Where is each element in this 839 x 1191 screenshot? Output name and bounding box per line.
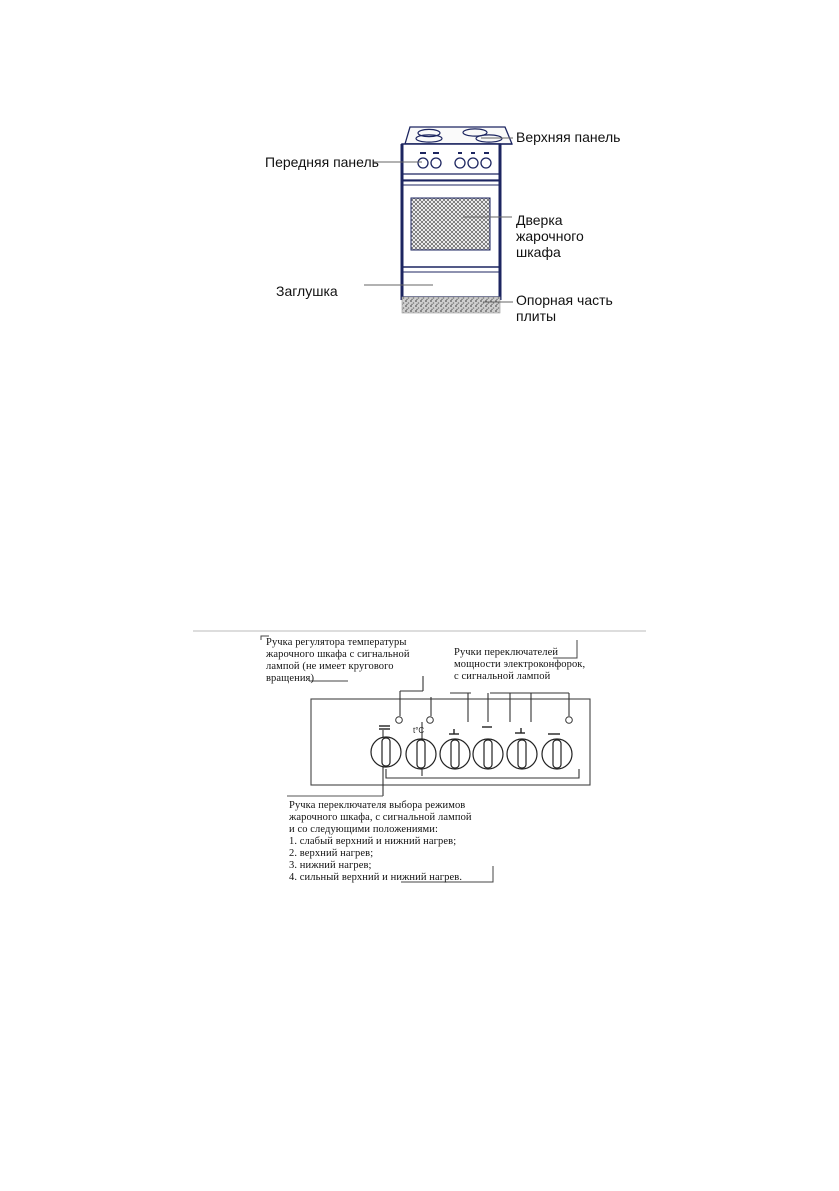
label-thermostat-knob: Ручка регулятора температуры жарочного шкафа с сигнальной лампой (не имеет кругового вращения) [266,637,410,684]
stove-support [402,297,500,313]
signal-lamp-icon [566,717,573,724]
label-oven-door: Дверка жарочного шкафа [516,212,584,260]
label-mode-knob: Ручка переключателя выбора режимов жарочного шкафа, с сигнальной лампой и со следующими положениями: 1. слабый верхний и нижний нагрев; 2. верхний нагрев; 3. нижний нагрев; 4. сильный верхний и нижний нагрев. [289,800,472,883]
stove-hob [405,127,512,144]
label-front-panel: Передняя панель [265,154,379,170]
door-handle [403,181,499,185]
label-plug: Заглушка [276,283,338,299]
burner-knob-icon [473,739,503,769]
stove-drawing [0,0,839,400]
signal-lamp-icon [396,717,403,724]
mode-knob-icon [371,737,401,767]
label-top-panel: Верхняя панель [516,129,621,145]
thermostat-knob-icon [406,739,436,769]
burner-knob-icon [440,739,470,769]
label-burner-knobs: Ручки переключателей мощности электроконфорок, с сигнальной лампой [454,647,586,682]
burner-knob-icon [542,739,572,769]
label-support: Опорная часть плиты [516,292,613,324]
signal-lamp-icon [427,717,434,724]
temperature-symbol: t°C [413,726,425,735]
burner-knob-icon [507,739,537,769]
door-window [411,198,490,250]
